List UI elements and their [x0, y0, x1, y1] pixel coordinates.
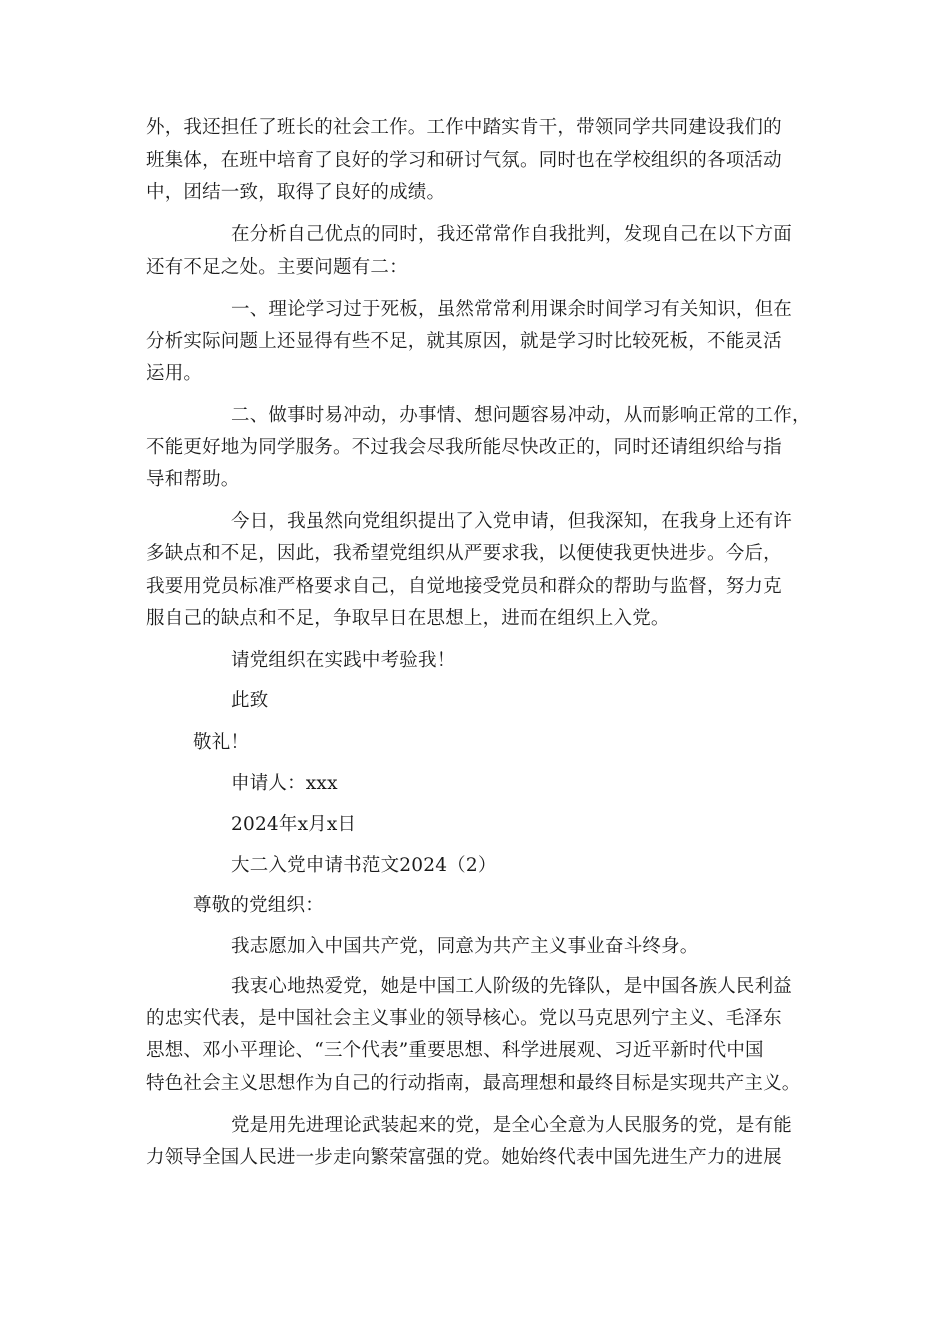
- greeting-line: 尊敬的党组织：: [193, 895, 324, 916]
- text-line: 力领导全国人民进一步走向繁荣富强的党。她始终代表中国先进生产力的进展: [146, 1147, 782, 1168]
- text-line: 今日，我虽然向党组织提出了入党申请，但我深知，在我身上还有许: [231, 511, 793, 532]
- text-line: 外，我还担任了班长的社会工作。工作中踏实肯干，带领同学共同建设我们的: [146, 117, 782, 138]
- text-line: 的忠实代表，是中国社会主义事业的领导核心。党以马克思列宁主义、毛泽东: [146, 1008, 782, 1029]
- text-line: 班集体，在班中培育了良好的学习和研讨气氛。同时也在学校组织的各项活动: [146, 150, 782, 171]
- text-line: 我志愿加入中国共产党，同意为共产主义事业奋斗终身。: [231, 936, 699, 957]
- text-line: 中，团结一致，取得了良好的成绩。: [146, 182, 446, 203]
- text-line: 导和帮助。: [146, 469, 240, 490]
- text-line: 一、理论学习过于死板，虽然常常利用课余时间学习有关知识，但在: [231, 299, 793, 320]
- applicant-line: 申请人：xxx: [231, 773, 338, 794]
- text-line: 二、做事时易冲动，办事情、想问题容易冲动，从而影响正常的工作，: [231, 405, 811, 426]
- text-line: 在分析自己优点的同时，我还常常作自我批判，发现自己在以下方面: [231, 224, 793, 245]
- salutation-regards: 敬礼！: [193, 732, 250, 753]
- date-line: 2024年x月x日: [231, 814, 357, 835]
- text-line: 不能更好地为同学服务。不过我会尽我所能尽快改正的，同时还请组织给与指: [146, 437, 782, 458]
- text-line: 党是用先进理论武装起来的党，是全心全意为人民服务的党，是有能: [231, 1115, 793, 1136]
- text-line: 我要用党员标准严格要求自己，自觉地接受党员和群众的帮助与监督，努力克: [146, 576, 782, 597]
- text-line: 还有不足之处。主要问题有二：: [146, 257, 408, 278]
- text-line: 我衷心地热爱党，她是中国工人阶级的先锋队，是中国各族人民利益: [231, 976, 793, 997]
- text-line: 特色社会主义思想作为自己的行动指南，最高理想和最终目标是实现共产主义。: [146, 1073, 801, 1094]
- text-line: 请党组织在实践中考验我！: [231, 650, 456, 671]
- text-line: 运用。: [146, 363, 203, 384]
- section-title: 大二入党申请书范文2024（2）: [231, 855, 497, 876]
- text-line: 分析实际问题上还显得有些不足，就其原因，就是学习时比较死板，不能灵活: [146, 331, 782, 352]
- text-line: 服自己的缺点和不足，争取早日在思想上，进而在组织上入党。: [146, 608, 670, 629]
- salutation-closing: 此致: [231, 690, 269, 711]
- text-line: 思想、邓小平理论、“三个代表”重要思想、科学进展观、习近平新时代中国: [146, 1040, 764, 1061]
- text-line: 多缺点和不足，因此，我希望党组织从严要求我，以便使我更快进步。今后，: [146, 543, 782, 564]
